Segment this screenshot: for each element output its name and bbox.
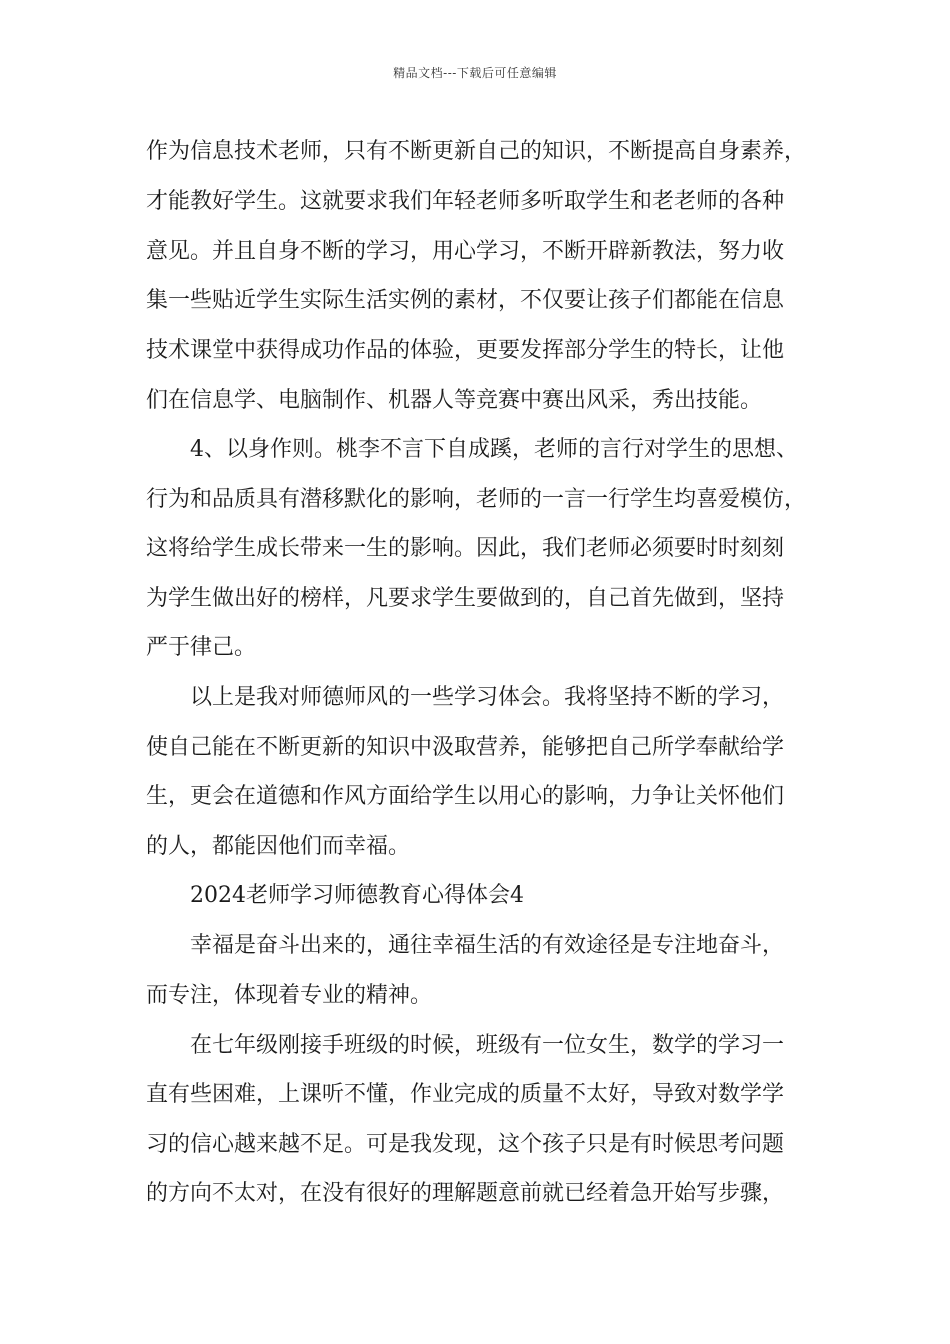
text-line: 使自己能在不断更新的知识中汲取营养，能够把自己所学奉献给学: [146, 735, 785, 760]
text-line: 行为和品质具有潜移默化的影响，老师的一言一行学生均喜爱模仿，: [146, 487, 807, 512]
text-line: 生，更会在道德和作风方面给学生以用心的影响，力争让关怀他们: [146, 784, 785, 809]
text-line: 4、以身作则。桃李不言下自成蹊，老师的言行对学生的思想、: [190, 437, 798, 462]
text-line: 才能教好学生。这就要求我们年轻老师多听取学生和老老师的各种: [146, 189, 785, 214]
text-line: 的方向不太对，在没有很好的理解题意前就已经着急开始写步骤，: [146, 1181, 785, 1206]
text-line: 意见。并且自身不断的学习，用心学习，不断开辟新教法，努力收: [146, 239, 785, 264]
text-line: 习的信心越来越不足。可是我发现，这个孩子只是有时候思考问题: [146, 1132, 785, 1157]
text-line: 技术课堂中获得成功作品的体验，更要发挥部分学生的特长，让他: [146, 338, 785, 363]
page-header: 精品文档---下载后可任意编辑: [393, 66, 557, 80]
text-line: 直有些困难，上课听不懂，作业完成的质量不太好，导致对数学学: [146, 1082, 785, 1107]
text-line: 幸福是奋斗出来的，通往幸福生活的有效途径是专注地奋斗，: [190, 933, 785, 958]
text-line: 的人，都能因他们而幸福。: [146, 834, 411, 859]
text-line: 集一些贴近学生实际生活实例的素材，不仅要让孩子们都能在信息: [146, 288, 785, 313]
text-line: 在七年级刚接手班级的时候，班级有一位女生，数学的学习一: [190, 1033, 785, 1058]
text-line: 以上是我对师德师风的一些学习体会。我将坚持不断的学习，: [190, 685, 785, 710]
text-line: 而专注，体现着专业的精神。: [146, 983, 433, 1008]
text-line: 作为信息技术老师，只有不断更新自己的知识，不断提高自身素养，: [146, 139, 807, 164]
text-line: 这将给学生成长带来一生的影响。因此，我们老师必须要时时刻刻: [146, 536, 785, 561]
text-line: 为学生做出好的榜样，凡要求学生要做到的，自己首先做到，坚持: [146, 586, 785, 611]
section-title: 2024老师学习师德教育心得体会4: [190, 883, 524, 908]
text-line: 们在信息学、电脑制作、机器人等竞赛中赛出风采，秀出技能。: [146, 388, 763, 413]
text-line: 严于律己。: [146, 635, 257, 660]
